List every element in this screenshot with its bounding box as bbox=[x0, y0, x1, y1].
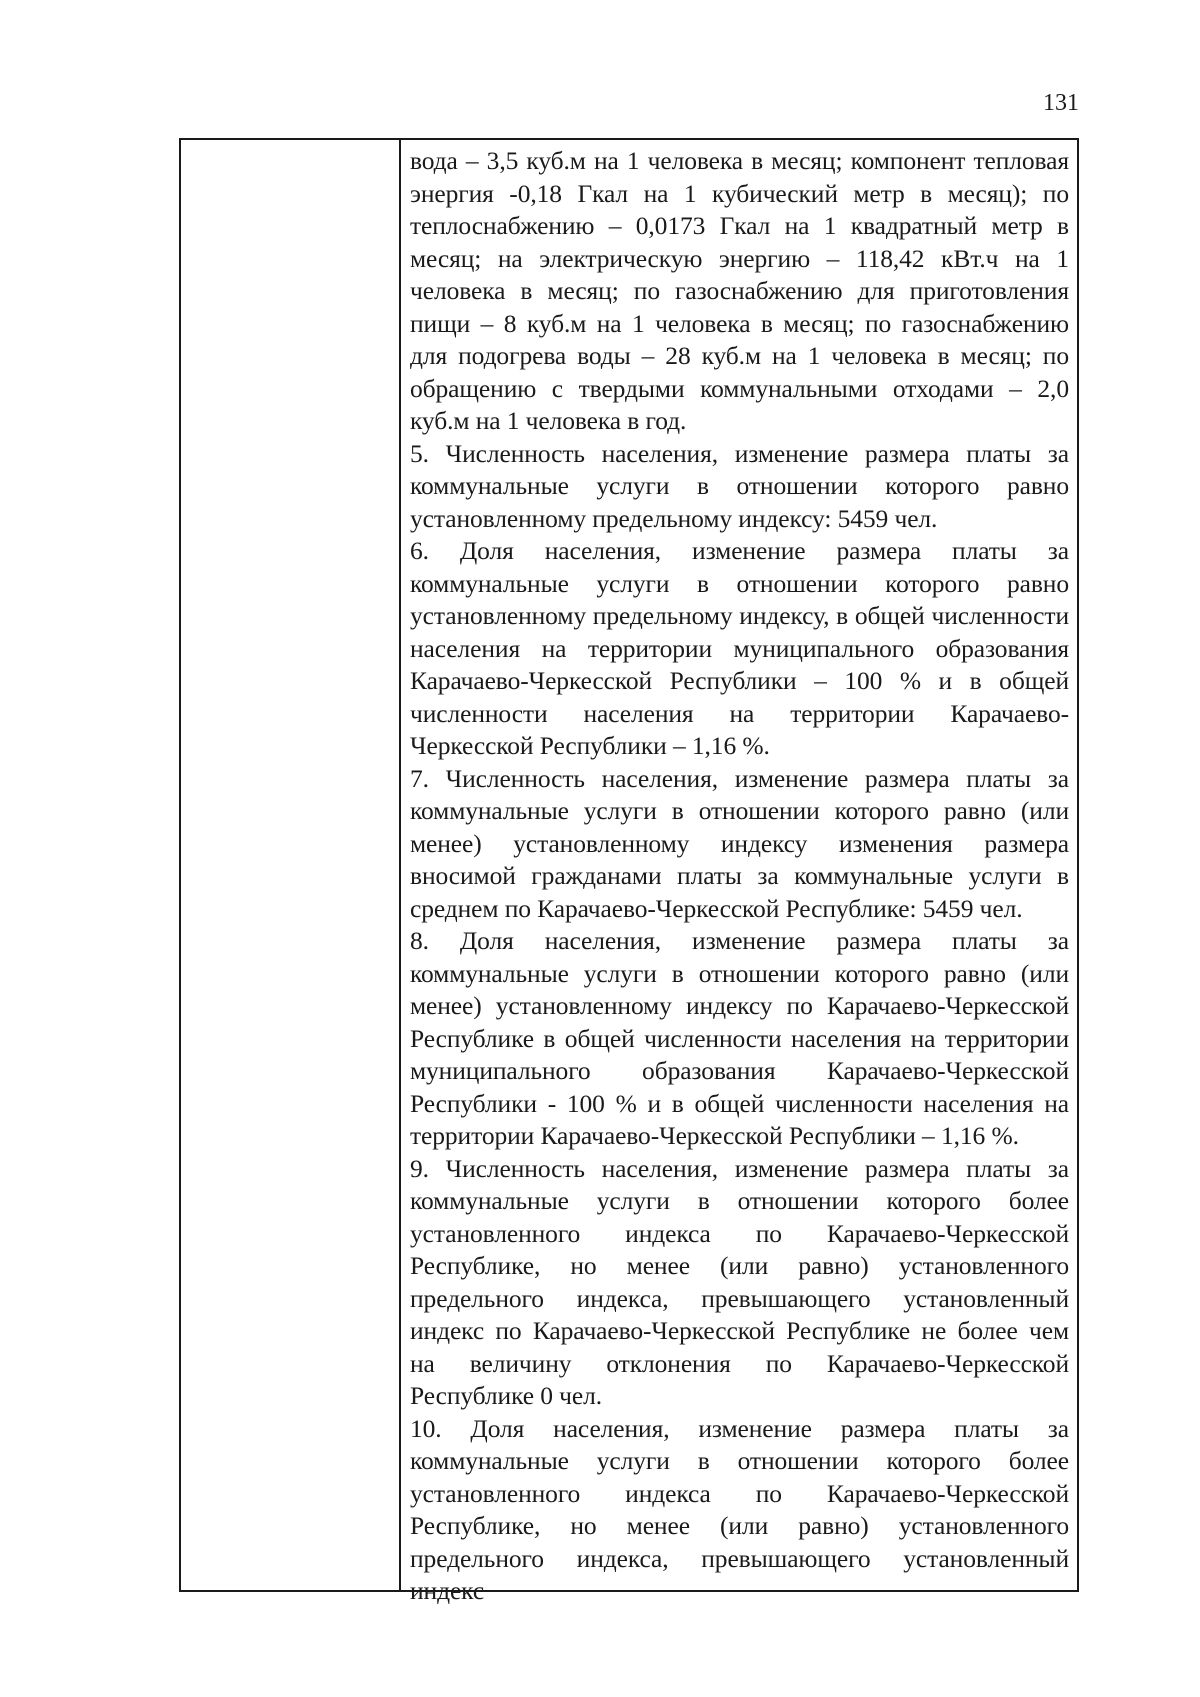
table-cell-left bbox=[181, 140, 401, 1590]
paragraph-item-7: 7. Численность населения, изменение размера платы за коммунальные услуги в отношении которого равно (или менее) установленному индексу изменения размера вносимой гражданами платы за коммунальные услуги в среднем по Карачаево-Черкесской Республике: 5459 чел. bbox=[410, 763, 1069, 923]
document-table bbox=[179, 138, 1079, 1605]
table-cell-right bbox=[401, 140, 1077, 1605]
paragraph-item-9: 9. Численность населения, изменение размера платы за коммунальные услуги в отношении которого более установленного индекса по Карачаево-Черкесской Республике, но менее (или равно) установленного предельного индекса, превышающего установленный индекс по Карачаево-Черкесской Республике не более чем на величину отклонения по Карачаево-Черкесской Республике 0 чел. bbox=[410, 1153, 1069, 1410]
page-number: 131 bbox=[1043, 90, 1079, 116]
paragraph-item-5: 5. Численность населения, изменение размера платы за коммунальные услуги в отношении которого равно установленному предельному индексу: 5459 чел. bbox=[410, 438, 1069, 533]
paragraph-item-6: 6. Доля населения, изменение размера платы за коммунальные услуги в отношении которого равно установленному предельному индексу, в общей численности населения на территории муниципального образования Карачаево-Черкесской Республики – 100 % и в общей численности населения на территории Карачаево-Черкесской Республики – 1,16 %. bbox=[410, 536, 1069, 760]
paragraph-item-8: 8. Доля населения, изменение размера платы за коммунальные услуги в отношении которого равно (или менее) установленному индексу по Карачаево-Черкесской Республике в общей численности населения на территории муниципального образования Карачаево-Черкесской Республики - 100 % и в общей численности населения на территории Карачаево-Черкесской Республики – 1,16 %. bbox=[410, 926, 1069, 1150]
paragraph-continuation: вода – 3,5 куб.м на 1 человека в месяц; компонент тепловая энергия -0,18 Гкал на 1 кубический метр в месяц); по теплоснабжению – 0,0173 Гкал на 1 квадратный метр в месяц; на электрическую энергию – 118,42 кВт.ч на 1 человека в месяц; по газоснабжению для приготовления пищи – 8 куб.м на 1 человека в месяц; по газоснабжению для подогрева воды – 28 куб.м на 1 человека в месяц; по обращению с твердыми коммунальными отходами – 2,0 куб.м на 1 человека в год. bbox=[410, 146, 1069, 435]
paragraph-item-10: 10. Доля населения, изменение размера платы за коммунальные услуги в отношении которого более установленного индекса по Карачаево-Черкесской Республике, но менее (или равно) установленного предельного индекса, превышающего установленный индекс bbox=[410, 1413, 1069, 1605]
